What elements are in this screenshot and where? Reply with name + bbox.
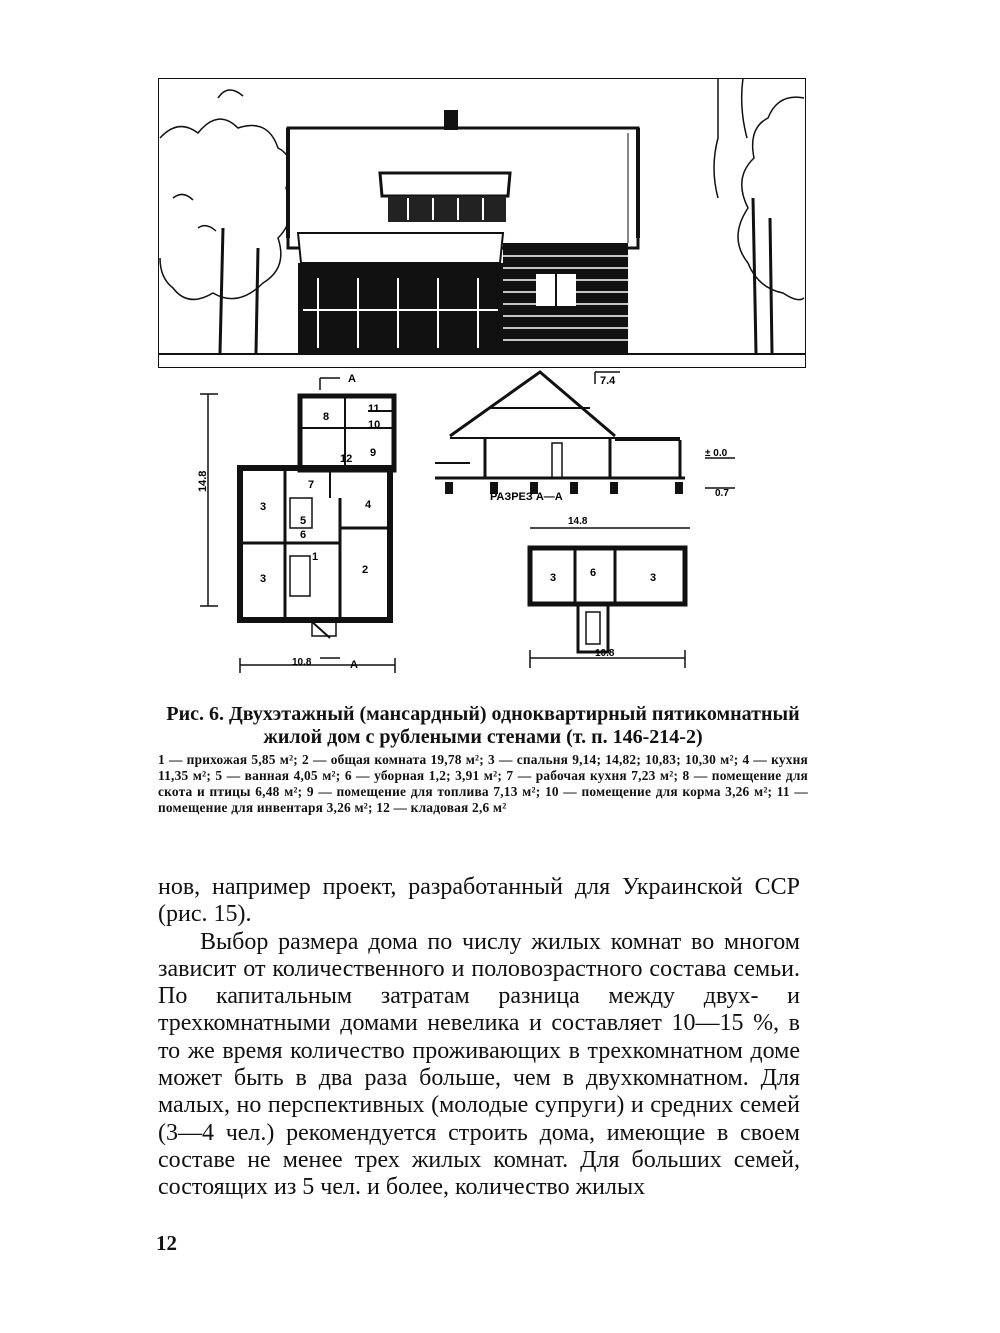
dimension-height bbox=[200, 394, 218, 606]
level-marks bbox=[595, 372, 735, 488]
dim-width-upper-label: 10.8 bbox=[595, 648, 615, 659]
upper-floor-plan bbox=[530, 548, 685, 652]
svg-text:3: 3 bbox=[260, 501, 267, 513]
house-illustration bbox=[158, 78, 806, 368]
svg-text:9: 9 bbox=[370, 447, 377, 459]
dim-height-label: 14.8 bbox=[197, 470, 209, 492]
svg-text:10: 10 bbox=[368, 419, 381, 431]
dim-width-section-label: 14.8 bbox=[568, 516, 588, 527]
svg-text:12: 12 bbox=[340, 453, 353, 465]
level-zero-label: ± 0.0 bbox=[705, 448, 728, 459]
svg-text:6: 6 bbox=[300, 529, 307, 541]
porch-roof bbox=[298, 233, 503, 263]
section-mark-bottom: А bbox=[350, 659, 358, 671]
page-number: 12 bbox=[156, 1231, 177, 1255]
svg-text:3: 3 bbox=[550, 572, 557, 584]
ground-floor-plan bbox=[240, 396, 394, 638]
chimney bbox=[444, 110, 458, 130]
dim-width-plan-label: 10.8 bbox=[292, 657, 312, 668]
svg-text:7: 7 bbox=[308, 479, 315, 491]
body-text bbox=[158, 874, 800, 1202]
section-mark-top: А bbox=[348, 373, 356, 385]
svg-text:2: 2 bbox=[362, 564, 369, 576]
svg-text:6: 6 bbox=[590, 567, 597, 579]
svg-text:8: 8 bbox=[323, 411, 330, 423]
section-drawing bbox=[435, 372, 685, 478]
paragraph-2: Выбор размера дома по числу жилых комнат во многом зависит от количественного и половозрастного состава семьи. По капитальным затратам разница между двух- и трехкомнатными домами невелика и составляет 10—15 %, в то же время количество проживающих в трехкомнатном доме может быть в два раза больше, чем в двухкомнатном. Для малых, но перспективных (молодые супруги) и средних семей (3—4 чел.) рекомендуется строить дома, имеющие в своем составе не менее трех жилых комнат. Для больших семей, состоящих из 5 чел. и более, количество жилых bbox=[158, 928, 800, 1201]
svg-text:1: 1 bbox=[312, 551, 319, 563]
svg-text:3: 3 bbox=[650, 572, 657, 584]
svg-text:11: 11 bbox=[368, 403, 380, 415]
floor-plans-and-section bbox=[190, 368, 780, 678]
paragraph-1: нов, например проект, разработанный для Украинской ССР (рис. 15). bbox=[158, 874, 800, 928]
level-top-label: 7.4 bbox=[600, 375, 616, 387]
section-title: РАЗРЕЗ А—А bbox=[490, 491, 563, 503]
figure-caption-title: Рис. 6. Двухэтажный (мансардный) одноквартирный пятикомнатный жилой дом с рублеными стенами (т. п. 146-214-2) bbox=[166, 703, 800, 748]
figure-legend: 1 — прихожая 5,85 м²; 2 — общая комната 19,78 м²; 3 — спальня 9,14; 14,82; 10,83; 10,30 м²; 4 — кухня 11,35 м²; 5 — ванная 4,05 м²; 6 — уборная 1,2; 3,91 м²; 7 — рабочая кухня 7,23 м²; 8 — помещение для скота и птицы 6,48 м²; 9 — помещение для топлива 7,13 м²; 10 — помещение для корма 3,26 м²; 11 — помещение для инвентаря 3,26 м²; 12 — кладовая 2,6 м² bbox=[158, 752, 808, 815]
svg-text:4: 4 bbox=[365, 499, 372, 511]
room-numbers-upper bbox=[550, 567, 656, 584]
room-numbers-ground bbox=[260, 403, 380, 585]
dormer bbox=[380, 173, 510, 222]
dimension-width-plan bbox=[240, 658, 395, 673]
svg-text:5: 5 bbox=[300, 515, 307, 527]
foundation-posts bbox=[445, 482, 683, 494]
section-marker-top bbox=[320, 378, 340, 390]
level-bottom-label: 0.7 bbox=[715, 488, 729, 499]
svg-text:3: 3 bbox=[260, 573, 267, 585]
